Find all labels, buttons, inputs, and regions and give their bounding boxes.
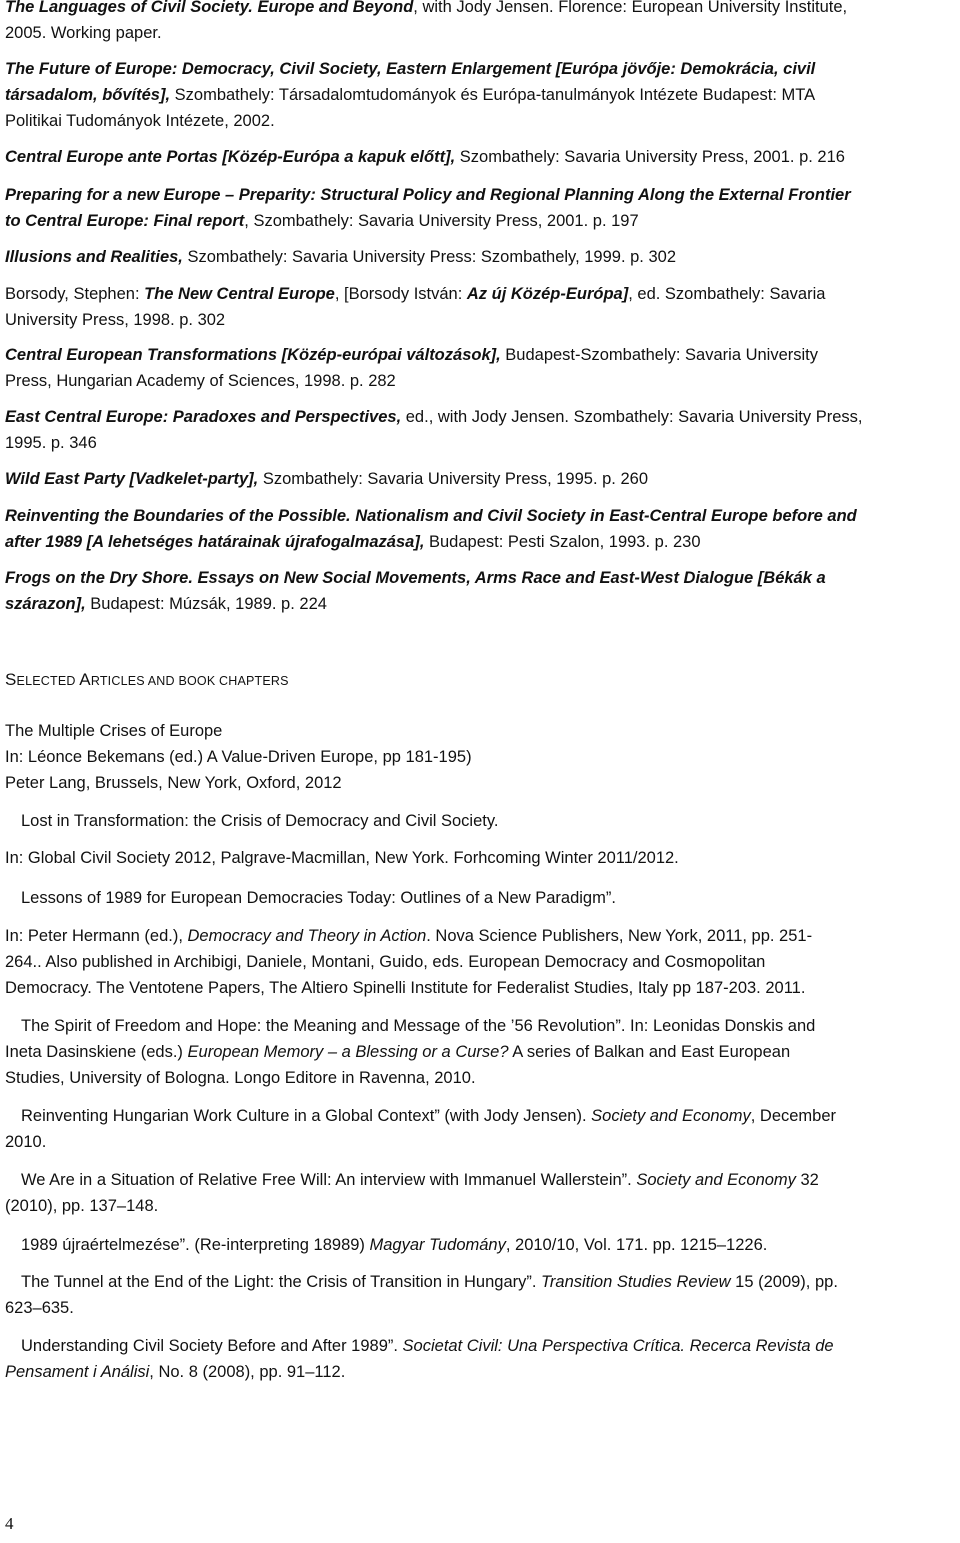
article-spirit-of-freedom: [5, 1013, 957, 1091]
reference-future-of-europe: [5, 56, 957, 134]
reference-title: to Central Europe: Final report: [5, 212, 245, 230]
article-title: Lessons of 1989 for European Democracies Today: Outlines of a New Paradigm”.: [21, 889, 616, 907]
reference-title: East Central Europe: Paradoxes and Perspectives,: [5, 408, 402, 426]
reference-title: Illusions and Realities,: [5, 248, 183, 266]
article-details: In: Léonce Bekemans (ed.) A Value-Driven Europe, pp 181-195): [5, 748, 472, 766]
article-publication: Transition Studies Review: [541, 1273, 731, 1291]
article-details: , December: [750, 1107, 837, 1125]
reference-details: Budapest-Szombathely: Savaria University: [500, 346, 819, 364]
article-work-culture: [5, 1103, 957, 1155]
reference-details: 1995. p. 346: [5, 434, 97, 452]
reference-east-central-europe: [5, 404, 957, 456]
reference-details: Press, Hungarian Academy of Sciences, 1998. p. 282: [5, 372, 396, 390]
article-details: In: Global Civil Society 2012, Palgrave-Macmillan, New York. Forhcoming Winter 2011/2012.: [5, 849, 679, 867]
article-publication: Magyar Tudomány: [369, 1236, 506, 1254]
reference-title: Reinventing the Boundaries of the Possible. Nationalism and Civil Society in East-Central Europe before and: [5, 507, 857, 525]
article-title: The Tunnel at the End of the Light: the Crisis of Transition in Hungary”.: [21, 1273, 542, 1291]
article-lost-in-transformation: [5, 808, 957, 871]
article-title: We Are in a Situation of Relative Free Will: An interview with Immanuel Wallerstein”.: [21, 1171, 637, 1189]
reference-title: The Languages of Civil Society. Europe and Beyond: [5, 0, 414, 16]
article-title: Understanding Civil Society Before and After 1989”.: [21, 1337, 403, 1355]
reference-title: Wild East Party [Vadkelet-party],: [5, 470, 259, 488]
article-understanding-civil-society: [5, 1333, 957, 1385]
reference-details: Budapest: Pesti Szalon, 1993. p. 230: [424, 533, 701, 551]
article-details: 32: [795, 1171, 819, 1189]
reference-details: Budapest: Múzsák, 1989. p. 224: [85, 595, 327, 613]
reference-author: Borsody, Stephen:: [5, 285, 145, 303]
reference-details: Szombathely: Savaria University Press: Szombathely, 1999. p. 302: [182, 248, 676, 266]
article-details: 2010.: [5, 1133, 47, 1151]
reference-wild-east-party: [5, 466, 957, 492]
reference-title: Preparing for a new Europe – Preparity: Structural Policy and Regional Planning Along the External Frontier: [5, 186, 851, 204]
article-details: Democracy. The Ventotene Papers, The Altiero Spinelli Institute for Federalist Studies, Italy pp 187-203. 2011.: [5, 979, 806, 997]
reference-illusions-realities: [5, 244, 957, 270]
reference-frogs-dry-shore: [5, 565, 957, 617]
article-publication: Pensament i Análisi: [5, 1363, 150, 1381]
reference-details: Szombathely: Savaria University Press, 2001. p. 216: [455, 148, 845, 166]
article-publication: Society and Economy: [591, 1107, 751, 1125]
reference-details: , [Borsody István:: [334, 285, 467, 303]
reference-title: after 1989 [A lehetséges határainak újrafogalmazása],: [5, 533, 425, 551]
article-details: Ineta Dasinskiene (eds.): [5, 1043, 188, 1061]
article-details: In: Peter Hermann (ed.),: [5, 927, 188, 945]
reference-details: 2005. Working paper.: [5, 24, 162, 42]
article-title: Lost in Transformation: the Crisis of Democracy and Civil Society.: [21, 812, 499, 830]
section-heading: SELECTED ARTICLES AND BOOK CHAPTERS: [5, 670, 289, 689]
article-details: , 2010/10, Vol. 171. pp. 1215–1226.: [505, 1236, 768, 1254]
reference-central-europe-ante-portas: [5, 144, 957, 170]
reference-details: , ed. Szombathely: Savaria: [628, 285, 826, 303]
article-title: 1989 újraértelmezése”. (Re-interpreting 18989): [21, 1236, 370, 1254]
article-publication: Democracy and Theory in Action: [187, 927, 427, 945]
reference-details: ed., with Jody Jensen. Szombathely: Savaria University Press,: [401, 408, 863, 426]
article-details: Studies, University of Bologna. Longo Editore in Ravenna, 2010.: [5, 1069, 476, 1087]
article-title: Reinventing Hungarian Work Culture in a Global Context” (with Jody Jensen).: [21, 1107, 592, 1125]
article-details: 15 (2009), pp.: [730, 1273, 838, 1291]
article-1989-ujraertelmezese: [5, 1232, 957, 1258]
article-wallerstein-interview: [5, 1167, 957, 1219]
reference-title: Central Europe ante Portas [Közép-Európa a kapuk előtt],: [5, 148, 456, 166]
reference-details: Szombathely: Savaria University Press, 1995. p. 260: [258, 470, 649, 488]
reference-details: Szombathely: Társadalomtudományok és Európa-tanulmányok Intézete Budapest: MTA: [170, 86, 816, 104]
page-number: 4: [5, 1514, 14, 1533]
reference-details: , with Jody Jensen. Florence: European University Institute,: [413, 0, 848, 16]
article-publication: European Memory – a Blessing or a Curse?: [187, 1043, 509, 1061]
article-details: , No. 8 (2008), pp. 91–112.: [149, 1363, 346, 1381]
reference-reinventing-boundaries: [5, 503, 957, 555]
reference-languages-civil-society: [5, 0, 957, 46]
article-details: . Nova Science Publishers, New York, 2011, pp. 251-: [426, 927, 813, 945]
reference-details: University Press, 1998. p. 302: [5, 311, 226, 329]
article-publication: Society and Economy: [636, 1171, 796, 1189]
article-details: Peter Lang, Brussels, New York, Oxford, 2012: [5, 774, 342, 792]
reference-title: Az új Közép-Európa]: [466, 285, 629, 303]
reference-title: szárazon],: [5, 595, 86, 613]
reference-preparing-new-europe: [5, 182, 957, 234]
reference-details: , Szombathely: Savaria University Press, 2001. p. 197: [244, 212, 639, 230]
article-tunnel-end-of-light: [5, 1269, 957, 1321]
article-details: (2010), pp. 137–148.: [5, 1197, 159, 1215]
article-multiple-crises: [5, 718, 957, 796]
article-title: The Multiple Crises of Europe: [5, 722, 223, 740]
article-lessons-of-1989: [5, 885, 957, 1001]
reference-title: The Future of Europe: Democracy, Civil Society, Eastern Enlargement [Európa jövője: Demokrácia, civil: [5, 60, 816, 78]
article-details: 623–635.: [5, 1299, 74, 1317]
reference-title: Central European Transformations [Közép-európai változások],: [5, 346, 501, 364]
reference-central-european-transformations: [5, 342, 957, 394]
reference-title: Frogs on the Dry Shore. Essays on New Social Movements, Arms Race and East-West Dialogue [Békák a: [5, 569, 826, 587]
reference-title: The New Central Europe: [144, 285, 335, 303]
article-publication: Societat Civil: Una Perspectiva Crítica. Recerca Revista de: [402, 1337, 834, 1355]
reference-title: társadalom, bővítés],: [5, 86, 171, 104]
article-details: A series of Balkan and East European: [508, 1043, 791, 1061]
article-title: The Spirit of Freedom and Hope: the Meaning and Message of the ’56 Revolution”. In: Leonidas Donskis and: [21, 1017, 816, 1035]
article-details: 264.. Also published in Archibigi, Daniele, Montani, Guido, eds. European Democracy and Cosmopolitan: [5, 953, 766, 971]
reference-borsody: [5, 281, 957, 333]
reference-details: Politikai Tudományok Intézete, 2002.: [5, 112, 275, 130]
